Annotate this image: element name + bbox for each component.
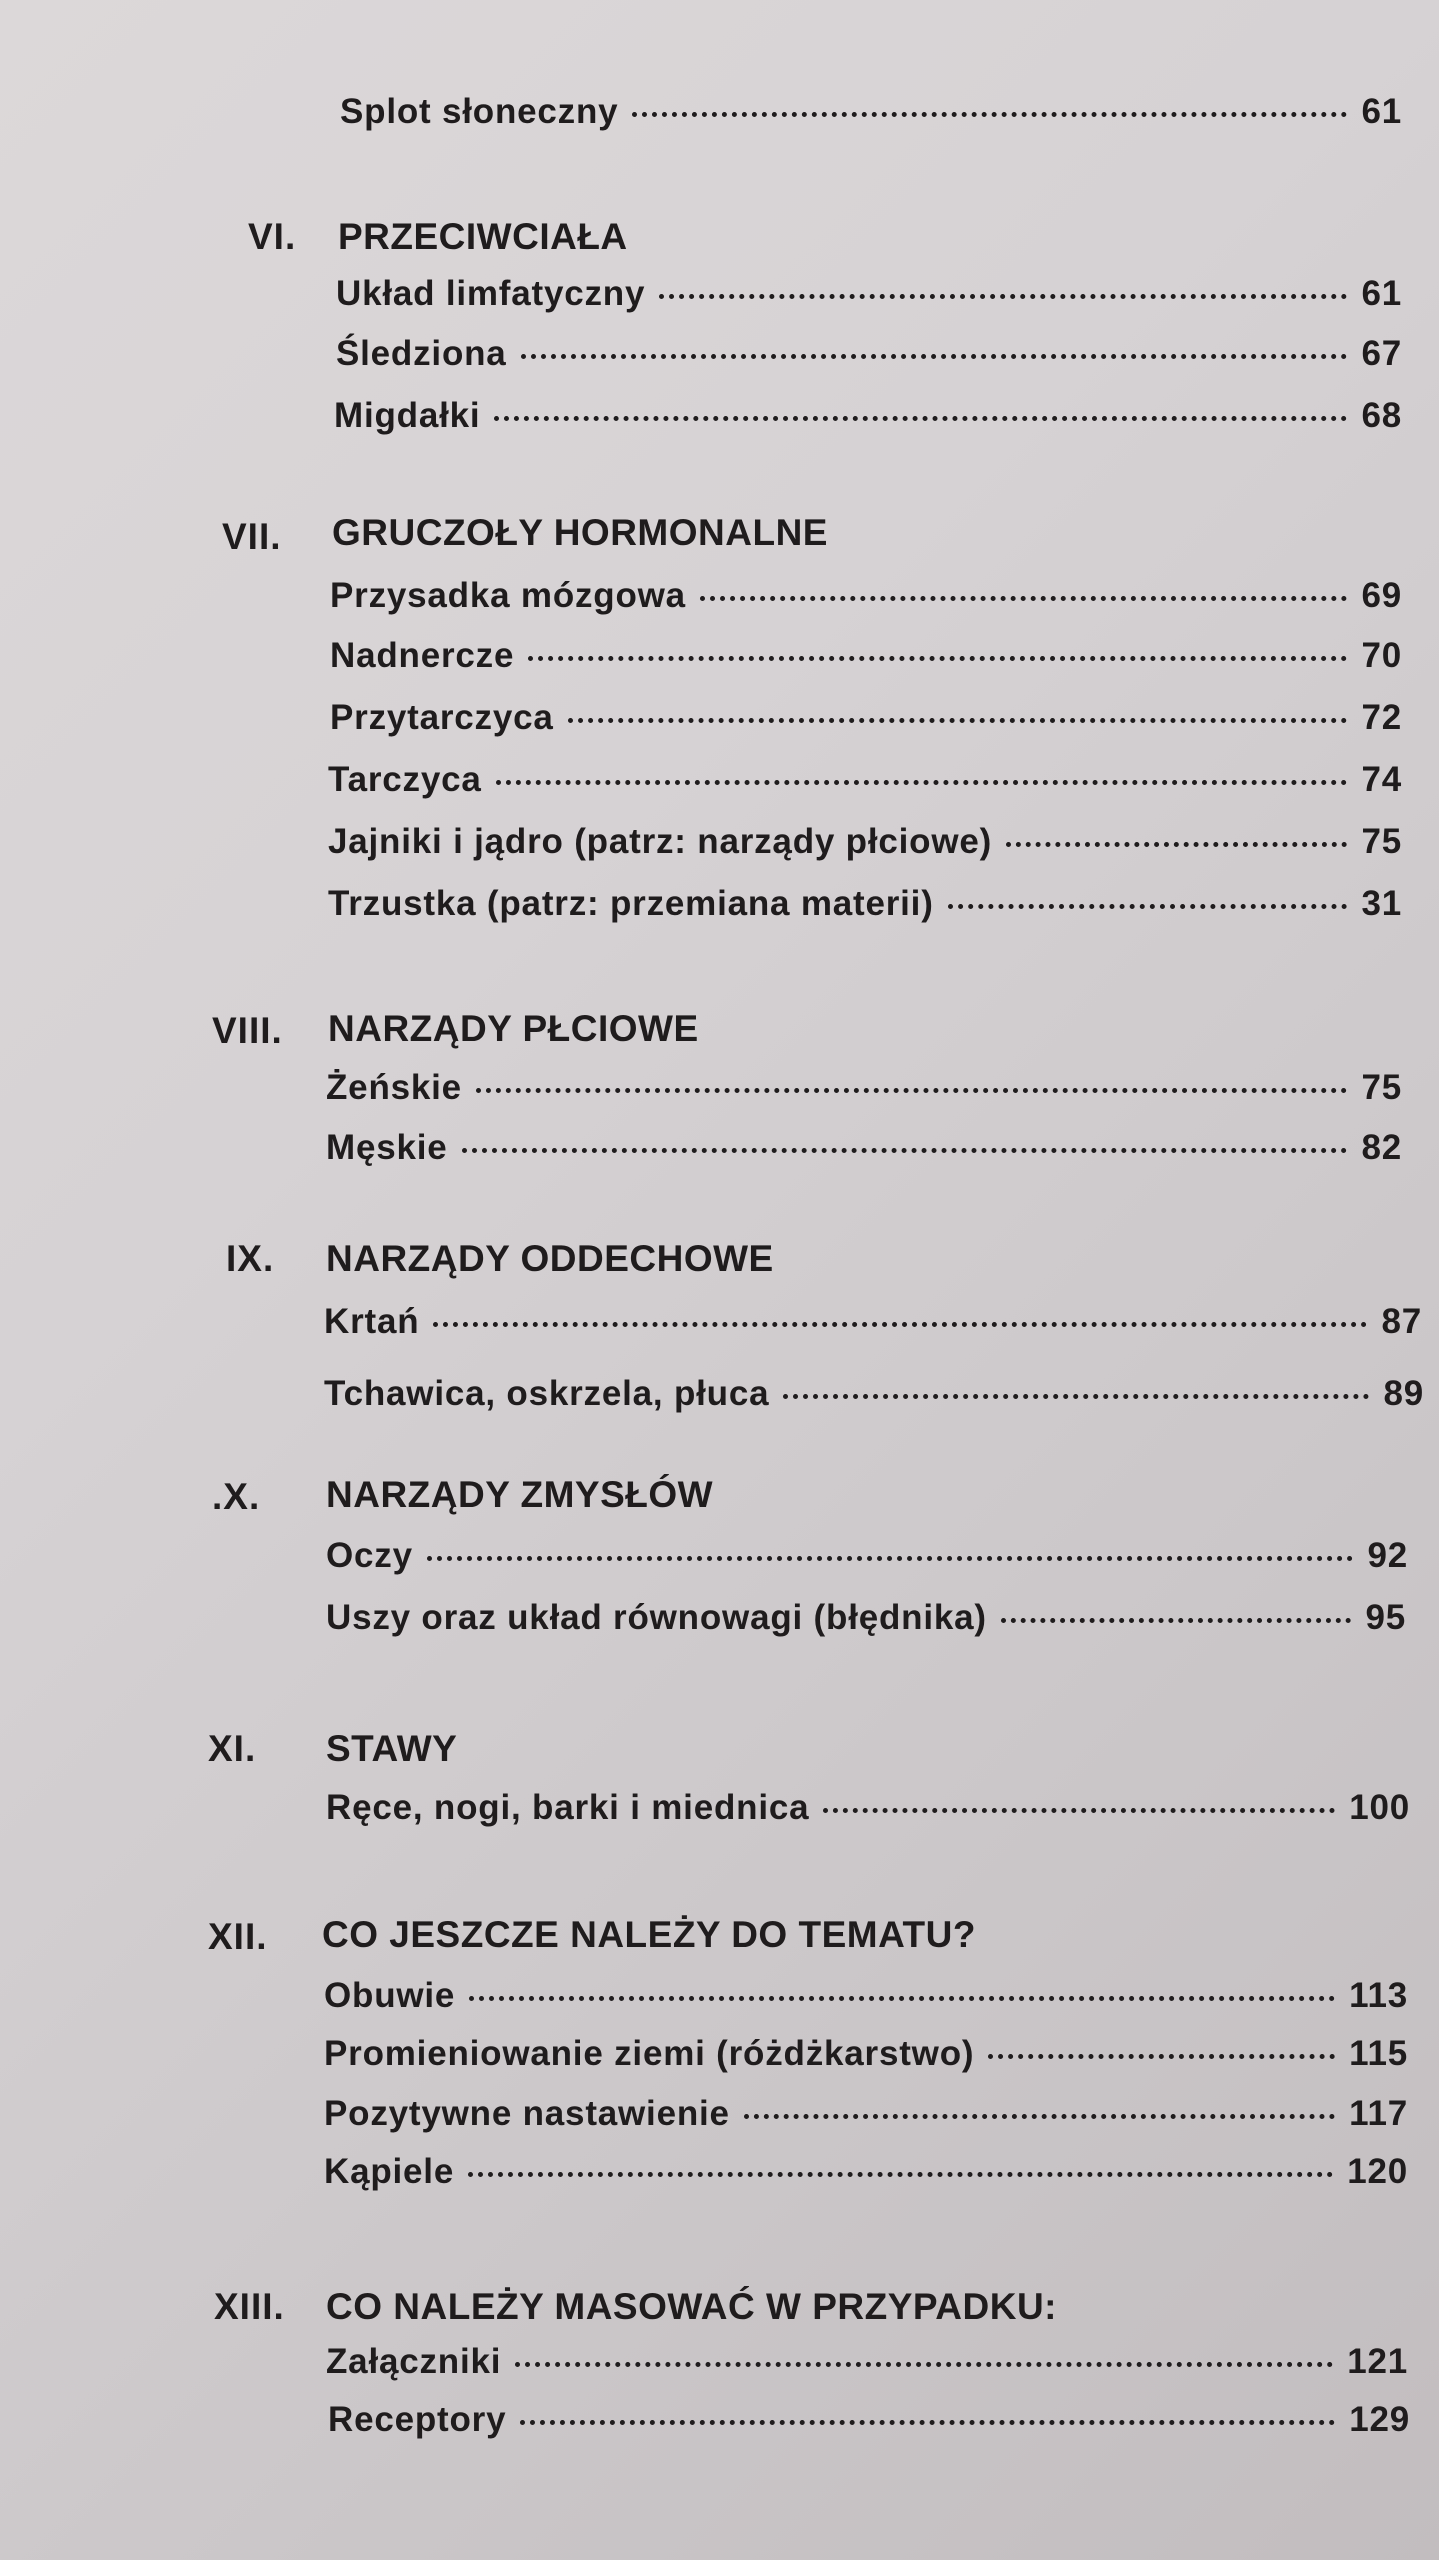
toc-entry bbox=[326, 1128, 1402, 1168]
section-numeral: VI. bbox=[248, 216, 297, 257]
toc-entry-page: 82 bbox=[1361, 1128, 1402, 1167]
toc-entry-page: 120 bbox=[1347, 2152, 1408, 2191]
toc-entry bbox=[324, 1976, 1408, 2016]
toc-entry bbox=[328, 2400, 1410, 2440]
toc-entry-title: Receptory bbox=[328, 2400, 507, 2439]
section-numeral: XII. bbox=[208, 1916, 268, 1957]
dot-leader bbox=[1001, 1618, 1352, 1623]
dot-leader bbox=[988, 2054, 1335, 2059]
dot-leader bbox=[521, 354, 1348, 359]
toc-entry-page: 75 bbox=[1361, 1068, 1402, 1107]
dot-leader bbox=[462, 1148, 1348, 1153]
toc-entry-title: Uszy oraz układ równowagi (błędnika) bbox=[326, 1598, 987, 1637]
toc-entry-page: 67 bbox=[1361, 334, 1402, 373]
section-heading: CO JESZCZE NALEŻY DO TEMATU? bbox=[322, 1914, 976, 1955]
toc-entry-page: 92 bbox=[1367, 1536, 1408, 1575]
toc-entry-title: Migdałki bbox=[334, 396, 481, 435]
toc-entry bbox=[340, 92, 1402, 132]
section-numeral: IX. bbox=[226, 1238, 275, 1279]
toc-entry-title: Promieniowanie ziemi (różdżkarstwo) bbox=[324, 2034, 975, 2073]
toc-entry bbox=[328, 884, 1402, 924]
dot-leader bbox=[494, 416, 1347, 421]
toc-entry-page: 31 bbox=[1361, 884, 1402, 923]
toc-entry-page: 74 bbox=[1361, 760, 1402, 799]
toc-entry bbox=[324, 1374, 1424, 1414]
toc-entry-page: 115 bbox=[1349, 2034, 1408, 2073]
toc-entry-title: Splot słoneczny bbox=[340, 92, 619, 131]
section-heading: PRZECIWCIAŁA bbox=[338, 216, 628, 257]
toc-entry-page: 121 bbox=[1347, 2342, 1408, 2381]
toc-entry-title: Krtań bbox=[324, 1302, 420, 1341]
toc-entry bbox=[328, 822, 1402, 862]
dot-leader bbox=[468, 2172, 1333, 2177]
dot-leader bbox=[783, 1394, 1369, 1399]
toc-entry bbox=[330, 636, 1402, 676]
toc-entry bbox=[324, 2152, 1408, 2192]
section-numeral: XIII. bbox=[214, 2286, 285, 2327]
toc-entry-page: 129 bbox=[1349, 2400, 1410, 2439]
toc-entry-title: Żeńskie bbox=[326, 1068, 462, 1107]
toc-entry-page: 87 bbox=[1381, 1302, 1422, 1341]
toc-entry bbox=[324, 2094, 1408, 2134]
toc-entry-page: 95 bbox=[1365, 1598, 1406, 1637]
toc-entry bbox=[326, 2342, 1408, 2382]
dot-leader bbox=[528, 656, 1347, 661]
dot-leader bbox=[948, 904, 1348, 909]
section-numeral: .X. bbox=[212, 1476, 261, 1517]
toc-entry-page: 75 bbox=[1361, 822, 1402, 861]
toc-entry-page: 61 bbox=[1361, 92, 1402, 131]
toc-entry bbox=[328, 760, 1402, 800]
toc-entry-page: 68 bbox=[1361, 396, 1402, 435]
dot-leader bbox=[1006, 842, 1347, 847]
dot-leader bbox=[632, 112, 1347, 117]
section-heading: GRUCZOŁY HORMONALNE bbox=[332, 512, 828, 553]
dot-leader bbox=[568, 718, 1348, 723]
toc-entry-title: Przysadka mózgowa bbox=[330, 576, 686, 615]
toc-entry bbox=[330, 576, 1402, 616]
dot-leader bbox=[515, 2362, 1333, 2367]
toc-entry-title: Tarczyca bbox=[328, 760, 482, 799]
toc-entry-page: 113 bbox=[1349, 1976, 1408, 2015]
toc-entry bbox=[324, 1302, 1422, 1342]
toc-entry bbox=[326, 1536, 1408, 1576]
toc-entry bbox=[330, 698, 1402, 738]
toc-entry bbox=[336, 274, 1402, 314]
section-numeral: XI. bbox=[208, 1728, 257, 1769]
toc-entry bbox=[324, 2034, 1408, 2074]
toc-entry-page: 100 bbox=[1349, 1788, 1410, 1827]
toc-entry-title: Męskie bbox=[326, 1128, 448, 1167]
section-numeral: VIII. bbox=[212, 1010, 283, 1051]
toc-entry-title: Ręce, nogi, barki i miednica bbox=[326, 1788, 810, 1827]
toc-entry bbox=[334, 396, 1402, 436]
toc-entry-page: 61 bbox=[1361, 274, 1402, 313]
toc-entry bbox=[326, 1068, 1402, 1108]
section-heading: NARZĄDY ODDECHOWE bbox=[326, 1238, 774, 1279]
toc-entry-page: 89 bbox=[1383, 1374, 1424, 1413]
toc-entry-title: Trzustka (patrz: przemiana materii) bbox=[328, 884, 934, 923]
dot-leader bbox=[520, 2420, 1335, 2425]
section-heading: STAWY bbox=[326, 1728, 458, 1769]
dot-leader bbox=[744, 2114, 1335, 2119]
section-numeral: VII. bbox=[222, 516, 282, 557]
toc-entry bbox=[326, 1598, 1406, 1638]
section-heading: NARZĄDY ZMYSŁÓW bbox=[326, 1474, 714, 1515]
dot-leader bbox=[823, 1808, 1335, 1813]
toc-entry-title: Kąpiele bbox=[324, 2152, 455, 2191]
toc-entry bbox=[336, 334, 1402, 374]
toc-entry-page: 70 bbox=[1361, 636, 1402, 675]
toc-entry-page: 72 bbox=[1361, 698, 1402, 737]
toc-entry-title: Przytarczyca bbox=[330, 698, 554, 737]
toc-entry-title: Oczy bbox=[326, 1536, 413, 1575]
section-heading: NARZĄDY PŁCIOWE bbox=[328, 1008, 699, 1049]
dot-leader bbox=[433, 1322, 1367, 1327]
dot-leader bbox=[427, 1556, 1354, 1561]
toc-entry-title: Tchawica, oskrzela, płuca bbox=[324, 1374, 770, 1413]
toc-entry-title: Pozytywne nastawienie bbox=[324, 2094, 730, 2133]
toc-entry-title: Obuwie bbox=[324, 1976, 456, 2015]
toc-entry-title: Śledziona bbox=[336, 334, 507, 373]
dot-leader bbox=[659, 294, 1347, 299]
toc-entry bbox=[326, 1788, 1410, 1828]
dot-leader bbox=[469, 1996, 1335, 2001]
toc-entry-page: 117 bbox=[1349, 2094, 1408, 2133]
toc-entry-page: 69 bbox=[1361, 576, 1402, 615]
toc-entry-title: Nadnercze bbox=[330, 636, 515, 675]
dot-leader bbox=[700, 596, 1348, 601]
toc-entry-title: Układ limfatyczny bbox=[336, 274, 646, 313]
toc-entry-title: Jajniki i jądro (patrz: narządy płciowe) bbox=[328, 822, 993, 861]
toc-entry-title: Załączniki bbox=[326, 2342, 502, 2381]
dot-leader bbox=[496, 780, 1348, 785]
section-heading: CO NALEŻY MASOWAĆ W PRZYPADKU: bbox=[326, 2286, 1058, 2327]
dot-leader bbox=[476, 1088, 1348, 1093]
